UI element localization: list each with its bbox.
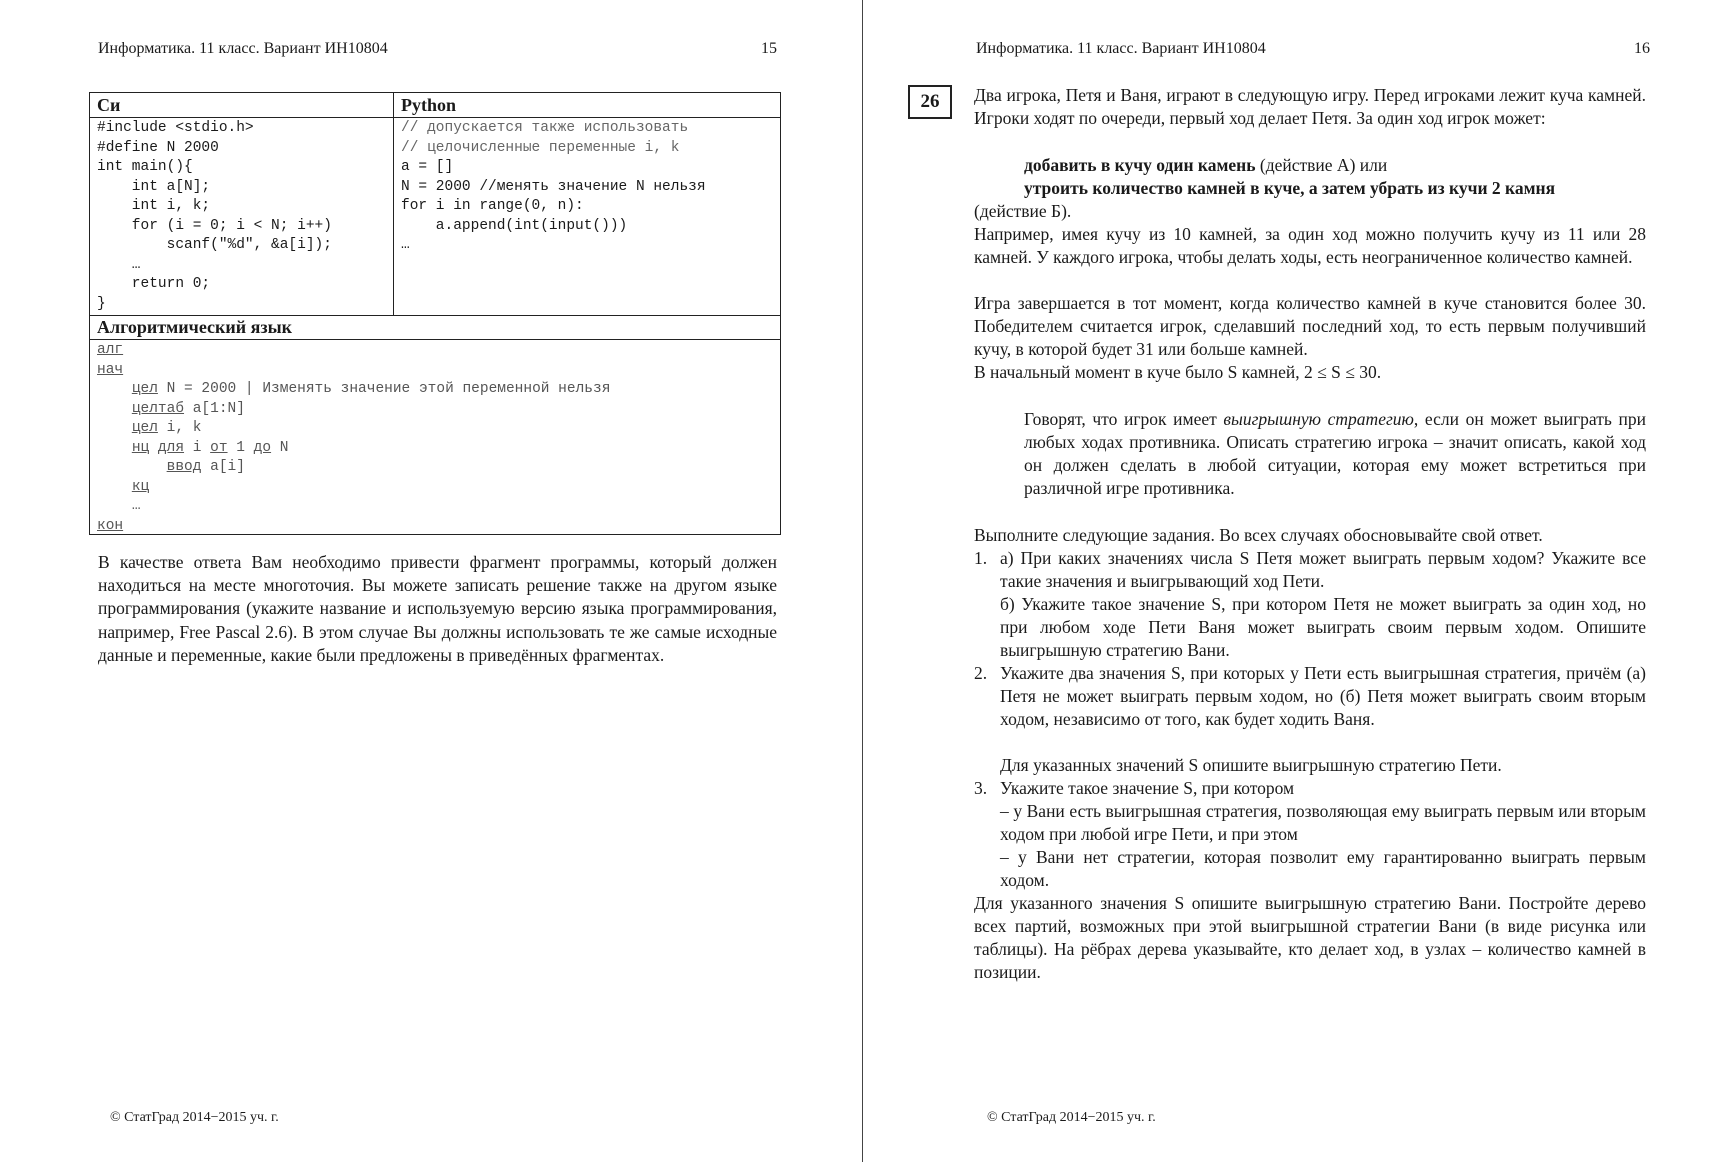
code-line: for (i = 0; i < N; i++) bbox=[97, 217, 332, 234]
page-header: Информатика. 11 класс. Вариант ИН10804 bbox=[976, 40, 1266, 57]
code-line: int i, k; bbox=[97, 198, 211, 214]
alg-keyword: кц bbox=[131, 478, 150, 495]
end-game-paragraph: Игра завершается в тот момент, когда количество камней в куче становится более 30. Победителем считается игрок, сделавший последний ход, то есть первым получивший кучу, в которой будет 31 или больше камней. bbox=[974, 293, 1646, 359]
alg-keyword: алг bbox=[97, 342, 124, 358]
task-1a: а) При каких значениях числа S Петя может выиграть первым ходом? Укажите все такие значения и выигрывающий ход Пети. bbox=[1000, 548, 1646, 591]
example-paragraph: Например, имея кучу из 10 камней, за один ход можно получить кучу из 11 или 28 камней. У каждого игрока, чтобы делать ходы, есть неограниченное количество камней. bbox=[974, 224, 1646, 267]
strategy-def-text: Говорят, что игрок имеет bbox=[1024, 409, 1224, 429]
task-3a: – у Вани есть выигрышная стратегия, позволяющая ему выиграть первым или вторым ходом при любой игре Пети, и при этом bbox=[1000, 801, 1646, 844]
code-line: a.append(int(input())) bbox=[401, 217, 628, 234]
alg-text: … bbox=[131, 498, 141, 514]
code-table bbox=[89, 92, 781, 535]
alg-keyword: цел bbox=[131, 420, 158, 436]
strategy-def-italic: выигрышную стратегию bbox=[1223, 409, 1414, 429]
page-footer: © СтатГрад 2014−2015 уч. г. bbox=[110, 1110, 279, 1125]
python-title: Python bbox=[401, 95, 457, 115]
action-a-bold: добавить в кучу один камень bbox=[1024, 155, 1256, 175]
page-number: 15 bbox=[761, 40, 777, 57]
strategy-def-text: , если он может выиграть при любых ходах противника. Описать стратегию игрока – значит описать, какой ход он должен сделать в любой ситуации, которая ему может встретиться при различной игре противника. bbox=[1024, 409, 1646, 498]
task-2-number: 2. bbox=[974, 663, 988, 683]
action-a bbox=[974, 154, 1646, 177]
answer-paragraph: В качестве ответа Вам необходимо привести фрагмент программы, который должен находиться на месте многоточия. Вы можете записать решение также на другом языке программирования (укажите название и используемую версию языка программирования, например, Free Pascal 2.6). В этом случае Вы должны использовать те же самые исходные данные и переменные, какие были предложены в приведённых фрагментах. bbox=[98, 552, 777, 665]
code-line: int a[N]; bbox=[97, 178, 211, 195]
tasks-intro: Выполните следующие задания. Во всех случаях обосновывайте свой ответ. bbox=[974, 525, 1543, 545]
code-line: scanf("%d", &a[i]); bbox=[97, 237, 332, 253]
page-header: Информатика. 11 класс. Вариант ИН10804 bbox=[98, 40, 388, 57]
code-line: #include <stdio.h> bbox=[97, 120, 254, 136]
task-intro: Два игрока, Петя и Ваня, играют в следующую игру. Перед игроками лежит куча камней. Игроки ходят по очереди, первый ход делает Петя. За один ход игрок может: bbox=[974, 85, 1646, 128]
alg-keyword: до bbox=[253, 439, 272, 456]
alg-text: N = 2000 | Изменять значение этой переменной нельзя bbox=[157, 381, 611, 397]
alg-code-block bbox=[90, 340, 780, 534]
task-2b: Для указанных значений S опишите выигрышную стратегию Пети. bbox=[1000, 755, 1502, 775]
task-number-badge: 26 bbox=[908, 85, 952, 119]
alg-text: i bbox=[184, 439, 211, 456]
page-number: 16 bbox=[1634, 40, 1650, 57]
alg-text: N bbox=[271, 439, 289, 456]
code-line: int main(){ bbox=[97, 159, 193, 175]
code-line: N = 2000 //менять значение N нельзя bbox=[401, 178, 706, 195]
final-paragraph: Для указанного значения S опишите выигрышную стратегию Вани. Постройте дерево всех партий, возможных при этой выигрышной стратегии Вани (в виде рисунка или таблицы). На рёбрах дерева указывайте, кто делает ход, в узлах – количество камней в позиции. bbox=[974, 893, 1646, 982]
strategy-definition bbox=[1024, 408, 1646, 500]
code-line: return 0; bbox=[97, 276, 211, 292]
task-1b: б) Укажите такое значение S, при котором Петя не может выиграть за один ход, но при любом ходе Пети Ваня может выиграть своим первым ходом. Опишите выигрышную стратегию Вани. bbox=[1000, 594, 1646, 660]
alg-text: i, k bbox=[157, 420, 202, 436]
page-divider bbox=[862, 0, 863, 1162]
alg-keyword: цел bbox=[131, 381, 158, 397]
code-line: } bbox=[97, 295, 106, 312]
task-3: Укажите такое значение S, при котором bbox=[1000, 778, 1295, 798]
alg-keyword: нач bbox=[97, 361, 124, 378]
code-line: // допускается также использовать bbox=[401, 120, 689, 136]
task-3-number: 3. bbox=[974, 778, 988, 798]
alg-keyword: кон bbox=[97, 517, 124, 534]
action-b bbox=[974, 177, 1646, 200]
alg-title: Алгоритмический язык bbox=[90, 316, 780, 340]
alg-keyword: для bbox=[157, 439, 185, 456]
code-line: #define N 2000 bbox=[97, 139, 219, 156]
action-b-rest: (действие Б). bbox=[974, 201, 1072, 221]
initial-paragraph: В начальный момент в куче было S камней, 2 ≤ S ≤ 30. bbox=[974, 362, 1382, 382]
code-line: a = [] bbox=[401, 159, 454, 175]
page-footer: © СтатГрад 2014−2015 уч. г. bbox=[987, 1110, 1156, 1125]
alg-text: 1 bbox=[227, 439, 254, 456]
task-1-number: 1. bbox=[974, 548, 988, 568]
alg-keyword: от bbox=[210, 439, 228, 456]
action-b-bold: утроить количество камней в куче, а затем убрать из кучи 2 камня bbox=[1024, 178, 1556, 198]
code-line: … bbox=[401, 237, 410, 253]
code-line: for i in range(0, n): bbox=[401, 198, 584, 214]
task-3b: – у Вани нет стратегии, которая позволит ему гарантированно выиграть первым ходом. bbox=[1000, 847, 1646, 890]
code-line: // целочисленные переменные i, k bbox=[401, 139, 680, 156]
action-a-rest: (действие А) или bbox=[1255, 155, 1388, 175]
c-code-block bbox=[90, 118, 394, 315]
c-title: Си bbox=[90, 93, 394, 117]
alg-keyword: целтаб bbox=[131, 400, 185, 417]
python-code-block bbox=[394, 118, 780, 315]
code-line: … bbox=[97, 256, 141, 273]
alg-text: a[1:N] bbox=[184, 400, 245, 417]
alg-text: a[i] bbox=[201, 459, 245, 475]
alg-keyword: нц bbox=[131, 439, 150, 456]
task-2: Укажите два значения S, при которых у Пети есть выигрышная стратегия, причём (а) Петя не может выиграть первым ходом, но (б) Петя может выиграть своим вторым ходом, независимо от того, как будет ходить Ваня. bbox=[1000, 663, 1646, 729]
alg-keyword: ввод bbox=[166, 459, 202, 475]
